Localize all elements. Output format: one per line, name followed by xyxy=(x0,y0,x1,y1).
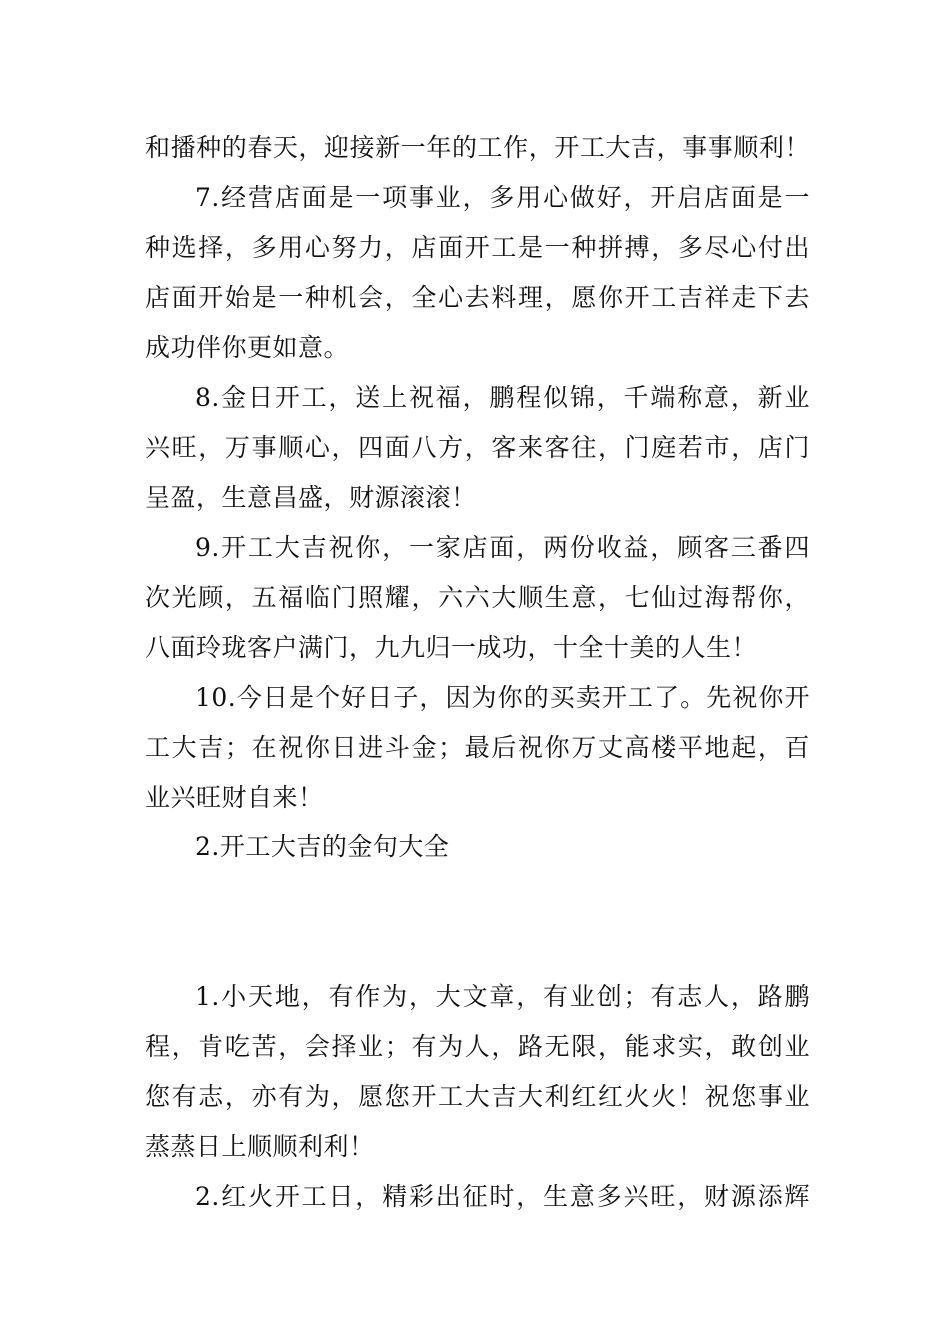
text-line: 呈盈，生意昌盛，财源滚滚！ xyxy=(145,483,477,512)
text-line: 和播种的春天，迎接新一年的工作，开工大吉，事事顺利！ xyxy=(145,133,810,162)
text-line: 蒸蒸日上顺顺利利！ xyxy=(145,1132,375,1161)
text-line: 工大吉；在祝你日进斗金；最后祝你万丈高楼平地起，百 xyxy=(145,733,810,762)
text-line: 兴旺，万事顺心，四面八方，客来客往，门庭若市，店门 xyxy=(145,433,810,462)
text-line: 程，肯吃苦，会择业；有为人，路无限，能求实，敢创业 xyxy=(145,1032,810,1061)
text-line: 2.红火开工日，精彩出征时，生意多兴旺，财源添辉 xyxy=(195,1182,810,1211)
text-line: 种选择，多用心努力，店面开工是一种拼搏，多尽心付出 xyxy=(145,233,810,262)
text-line: 次光顾，五福临门照耀，六六大顺生意，七仙过海帮你， xyxy=(145,583,810,612)
text-line: 1.小天地，有作为，大文章，有业创；有志人，路鹏 xyxy=(195,982,810,1011)
text-line: 您有志，亦有为，愿您开工大吉大利红红火火！祝您事业 xyxy=(145,1082,810,1111)
text-line: 8.金日开工，送上祝福，鹏程似锦，千端称意，新业 xyxy=(195,383,810,412)
text-line: 业兴旺财自来！ xyxy=(145,783,324,812)
text-line: 八面玲珑客户满门，九九归一成功，十全十美的人生！ xyxy=(145,633,758,662)
text-line: 9.开工大吉祝你，一家店面，两份收益，顾客三番四 xyxy=(195,533,810,562)
text-line: 成功伴你更如意。 xyxy=(145,333,350,362)
text-line: 10.今日是个好日子，因为你的买卖开工了。先祝你开 xyxy=(195,683,810,712)
text-line: 店面开始是一种机会，全心去料理，愿你开工吉祥走下去 xyxy=(145,283,810,312)
text-line: 7.经营店面是一项事业，多用心做好，开启店面是一 xyxy=(195,183,810,212)
section-heading: 2.开工大吉的金句大全 xyxy=(195,832,450,861)
